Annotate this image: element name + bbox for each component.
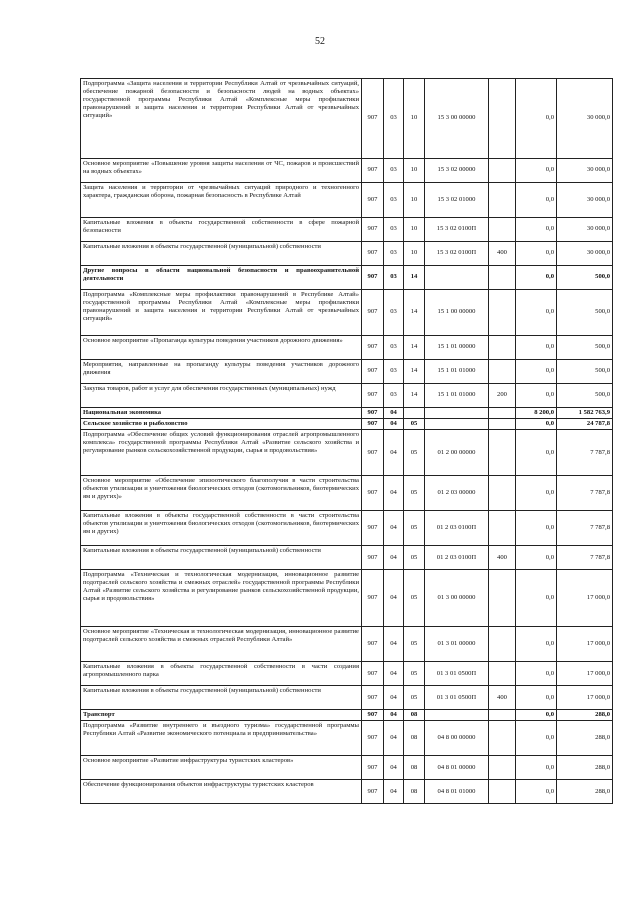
section-code: 03 xyxy=(384,79,404,159)
table-row xyxy=(81,360,613,384)
target-article-code: 15 1 01 01000 xyxy=(425,384,489,408)
row-name: Основное мероприятие «Повышение уровня защиты населения от ЧС, пожаров и происшествий на водных объектах» xyxy=(81,159,362,183)
ved-code: 907 xyxy=(362,476,384,511)
target-article-code: 01 3 00 00000 xyxy=(425,570,489,627)
amount-first-year: 0,0 xyxy=(516,627,557,662)
target-article-code: 04 8 01 01000 xyxy=(425,780,489,804)
subsection-code: 10 xyxy=(404,159,425,183)
ved-code: 907 xyxy=(362,360,384,384)
table-row xyxy=(81,242,613,266)
target-article-code: 01 3 01 0500П xyxy=(425,662,489,686)
amount-first-year: 0,0 xyxy=(516,183,557,218)
amount-second-year: 7 787,8 xyxy=(557,511,613,546)
amount-second-year: 288,0 xyxy=(557,780,613,804)
section-code: 03 xyxy=(384,183,404,218)
amount-first-year: 0,0 xyxy=(516,710,557,721)
table-row xyxy=(81,756,613,780)
subsection-code: 08 xyxy=(404,721,425,756)
expense-type-code xyxy=(489,419,516,430)
amount-first-year: 0,0 xyxy=(516,721,557,756)
table-row xyxy=(81,79,613,159)
row-name: Основное мероприятие «Техническая и технологическая модернизация, инновационное развитие подотраслей сельского хозяйства и смежных отраслей Республики Алтай» xyxy=(81,627,362,662)
amount-second-year: 288,0 xyxy=(557,710,613,721)
expense-type-code xyxy=(489,662,516,686)
table-row xyxy=(81,476,613,511)
amount-first-year: 0,0 xyxy=(516,242,557,266)
table-row xyxy=(81,159,613,183)
expense-type-code xyxy=(489,79,516,159)
ved-code: 907 xyxy=(362,627,384,662)
amount-second-year: 30 000,0 xyxy=(557,218,613,242)
section-code: 04 xyxy=(384,721,404,756)
row-name: Капитальные вложения в объекты государственной собственности в части строительства объектов утилизации и уничтожения биологических отходов (скотомогильников, биотермических ям и других) xyxy=(81,511,362,546)
target-article-code: 01 2 03 00000 xyxy=(425,476,489,511)
amount-first-year: 0,0 xyxy=(516,780,557,804)
table-row xyxy=(81,430,613,476)
amount-first-year: 0,0 xyxy=(516,756,557,780)
table-row xyxy=(81,710,613,721)
target-article-code xyxy=(425,266,489,290)
subsection-code xyxy=(404,408,425,419)
amount-first-year: 0,0 xyxy=(516,159,557,183)
subsection-code: 10 xyxy=(404,183,425,218)
section-code: 03 xyxy=(384,336,404,360)
subsection-code: 05 xyxy=(404,430,425,476)
amount-first-year: 0,0 xyxy=(516,430,557,476)
section-code: 03 xyxy=(384,290,404,336)
target-article-code xyxy=(425,408,489,419)
subsection-code: 10 xyxy=(404,242,425,266)
target-article-code: 15 1 01 00000 xyxy=(425,336,489,360)
row-name: Основное мероприятие «Пропаганда культуры поведения участников дорожного движения» xyxy=(81,336,362,360)
expense-type-code xyxy=(489,570,516,627)
subsection-code: 05 xyxy=(404,570,425,627)
row-name: Национальная экономика xyxy=(81,408,362,419)
row-name: Защита населения и территории от чрезвычайных ситуаций природного и техногенного характера, гражданская оборона, пожарная безопасность в Республике Алтай xyxy=(81,183,362,218)
ved-code: 907 xyxy=(362,384,384,408)
expense-type-code: 400 xyxy=(489,686,516,710)
row-name: Другие вопросы в области национальной безопасности и правоохранительной деятельности xyxy=(81,266,362,290)
row-name: Капитальные вложения в объекты государственной собственности в части создания агропромышленного парка xyxy=(81,662,362,686)
section-code: 03 xyxy=(384,218,404,242)
expense-type-code xyxy=(489,266,516,290)
table-row xyxy=(81,570,613,627)
section-code: 04 xyxy=(384,476,404,511)
subsection-code: 14 xyxy=(404,384,425,408)
ved-code: 907 xyxy=(362,686,384,710)
ved-code: 907 xyxy=(362,266,384,290)
target-article-code: 15 3 02 01000 xyxy=(425,183,489,218)
table-row xyxy=(81,266,613,290)
target-article-code: 15 3 02 0100П xyxy=(425,218,489,242)
table-row xyxy=(81,384,613,408)
subsection-code: 05 xyxy=(404,511,425,546)
section-code: 04 xyxy=(384,430,404,476)
amount-second-year: 17 000,0 xyxy=(557,662,613,686)
subsection-code: 05 xyxy=(404,476,425,511)
section-code: 04 xyxy=(384,570,404,627)
target-article-code: 01 2 03 0100П xyxy=(425,511,489,546)
table-row xyxy=(81,336,613,360)
row-name: Обеспечение функционирования объектов инфраструктуры туристских кластеров xyxy=(81,780,362,804)
expense-type-code: 400 xyxy=(489,546,516,570)
section-code: 04 xyxy=(384,686,404,710)
amount-first-year: 0,0 xyxy=(516,384,557,408)
expense-type-code xyxy=(489,511,516,546)
row-name: Закупка товаров, работ и услуг для обеспечения государственных (муниципальных) нужд xyxy=(81,384,362,408)
amount-second-year: 1 582 763,9 xyxy=(557,408,613,419)
amount-first-year: 0,0 xyxy=(516,79,557,159)
amount-second-year: 500,0 xyxy=(557,336,613,360)
subsection-code: 05 xyxy=(404,627,425,662)
amount-second-year: 7 787,8 xyxy=(557,476,613,511)
amount-first-year: 0,0 xyxy=(516,218,557,242)
table-row xyxy=(81,686,613,710)
expense-type-code xyxy=(489,627,516,662)
table-row xyxy=(81,721,613,756)
target-article-code: 01 2 03 0100П xyxy=(425,546,489,570)
ved-code: 907 xyxy=(362,79,384,159)
section-code: 04 xyxy=(384,546,404,570)
section-code: 04 xyxy=(384,408,404,419)
subsection-code: 08 xyxy=(404,780,425,804)
row-name: Подпрограмма «Развитие внутреннего и въездного туризма» государственной программы Республики Алтай «Развитие экономического потенциала и предпринимательства» xyxy=(81,721,362,756)
amount-first-year: 0,0 xyxy=(516,570,557,627)
section-code: 04 xyxy=(384,756,404,780)
ved-code: 907 xyxy=(362,336,384,360)
amount-first-year: 0,0 xyxy=(516,511,557,546)
expense-type-code xyxy=(489,183,516,218)
ved-code: 907 xyxy=(362,183,384,218)
table-row xyxy=(81,662,613,686)
amount-second-year: 17 000,0 xyxy=(557,686,613,710)
amount-second-year: 17 000,0 xyxy=(557,570,613,627)
row-name: Подпрограмма «Обеспечение общих условий функционирования отраслей агропромышленного комплекса» государственной программы Республики Алтай «Развитие сельского хозяйства и регулирование рынков сельскохозяйственной продукции, сырья и продовольствия» xyxy=(81,430,362,476)
amount-first-year: 0,0 xyxy=(516,336,557,360)
subsection-code: 10 xyxy=(404,218,425,242)
amount-second-year: 500,0 xyxy=(557,290,613,336)
row-name: Сельское хозяйство и рыболовство xyxy=(81,419,362,430)
target-article-code: 01 3 01 00000 xyxy=(425,627,489,662)
subsection-code: 05 xyxy=(404,419,425,430)
section-code: 04 xyxy=(384,780,404,804)
target-article-code: 04 8 01 00000 xyxy=(425,756,489,780)
ved-code: 907 xyxy=(362,242,384,266)
subsection-code: 08 xyxy=(404,710,425,721)
row-name: Основное мероприятие «Развитие инфраструктуры туристских кластеров» xyxy=(81,756,362,780)
amount-first-year: 0,0 xyxy=(516,686,557,710)
subsection-code: 14 xyxy=(404,290,425,336)
expense-type-code: 400 xyxy=(489,242,516,266)
subsection-code: 14 xyxy=(404,336,425,360)
subsection-code: 05 xyxy=(404,686,425,710)
subsection-code: 05 xyxy=(404,546,425,570)
ved-code: 907 xyxy=(362,546,384,570)
section-code: 03 xyxy=(384,384,404,408)
expense-type-code: 200 xyxy=(489,384,516,408)
row-name: Основное мероприятие «Обеспечение эпизоотического благополучия в части строительства объектов утилизации и уничтожения биологических отходов (скотомогильников, биотермических ям и других)» xyxy=(81,476,362,511)
section-code: 04 xyxy=(384,627,404,662)
ved-code: 907 xyxy=(362,570,384,627)
amount-second-year: 500,0 xyxy=(557,384,613,408)
target-article-code: 04 8 00 00000 xyxy=(425,721,489,756)
amount-second-year: 30 000,0 xyxy=(557,79,613,159)
table-row xyxy=(81,627,613,662)
target-article-code xyxy=(425,419,489,430)
table-row xyxy=(81,290,613,336)
subsection-code: 05 xyxy=(404,662,425,686)
section-code: 04 xyxy=(384,511,404,546)
amount-first-year: 0,0 xyxy=(516,662,557,686)
target-article-code: 15 3 00 00000 xyxy=(425,79,489,159)
table-row xyxy=(81,183,613,218)
amount-second-year: 7 787,8 xyxy=(557,546,613,570)
row-name: Капитальные вложения в объекты государственной (муниципальной) собственности xyxy=(81,546,362,570)
amount-second-year: 30 000,0 xyxy=(557,183,613,218)
expense-type-code xyxy=(489,476,516,511)
ved-code: 907 xyxy=(362,290,384,336)
ved-code: 907 xyxy=(362,780,384,804)
ved-code: 907 xyxy=(362,408,384,419)
amount-first-year: 0,0 xyxy=(516,476,557,511)
ved-code: 907 xyxy=(362,511,384,546)
ved-code: 907 xyxy=(362,430,384,476)
row-name: Капитальные вложения в объекты государственной собственности в сфере пожарной безопасности xyxy=(81,218,362,242)
expense-type-code xyxy=(489,710,516,721)
expense-type-code xyxy=(489,290,516,336)
row-name: Транспорт xyxy=(81,710,362,721)
row-name: Капитальные вложения в объекты государственной (муниципальной) собственности xyxy=(81,686,362,710)
target-article-code xyxy=(425,710,489,721)
ved-code: 907 xyxy=(362,419,384,430)
amount-second-year: 288,0 xyxy=(557,756,613,780)
page-number: 52 xyxy=(315,36,325,47)
section-code: 04 xyxy=(384,710,404,721)
amount-first-year: 0,0 xyxy=(516,546,557,570)
section-code: 04 xyxy=(384,662,404,686)
subsection-code: 14 xyxy=(404,266,425,290)
table-row xyxy=(81,218,613,242)
table-row xyxy=(81,546,613,570)
expense-type-code xyxy=(489,721,516,756)
target-article-code: 15 3 02 00000 xyxy=(425,159,489,183)
amount-second-year: 7 787,8 xyxy=(557,430,613,476)
target-article-code: 15 1 01 01000 xyxy=(425,360,489,384)
section-code: 03 xyxy=(384,242,404,266)
amount-first-year: 8 200,0 xyxy=(516,408,557,419)
table-row xyxy=(81,780,613,804)
amount-second-year: 17 000,0 xyxy=(557,627,613,662)
subsection-code: 08 xyxy=(404,756,425,780)
target-article-code: 01 3 01 0500П xyxy=(425,686,489,710)
ved-code: 907 xyxy=(362,710,384,721)
table-row xyxy=(81,511,613,546)
section-code: 03 xyxy=(384,360,404,384)
amount-second-year: 288,0 xyxy=(557,721,613,756)
expense-type-code xyxy=(489,756,516,780)
expense-type-code xyxy=(489,336,516,360)
expense-type-code xyxy=(489,360,516,384)
row-name: Капитальные вложения в объекты государственной (муниципальной) собственности xyxy=(81,242,362,266)
subsection-code: 14 xyxy=(404,360,425,384)
amount-second-year: 500,0 xyxy=(557,266,613,290)
amount-second-year: 24 787,8 xyxy=(557,419,613,430)
ved-code: 907 xyxy=(362,159,384,183)
section-code: 03 xyxy=(384,159,404,183)
expense-type-code xyxy=(489,430,516,476)
budget-table xyxy=(80,78,613,804)
amount-first-year: 0,0 xyxy=(516,419,557,430)
expense-type-code xyxy=(489,159,516,183)
row-name: Подпрограмма «Техническая и технологическая модернизация, инновационное развитие подотраслей сельского хозяйства и смежных отраслей» государственной программы Республики Алтай «Развитие сельского хозяйства и регулирование рынков сельскохозяйственной продукции, сырья и продовольствия» xyxy=(81,570,362,627)
expense-type-code xyxy=(489,408,516,419)
amount-first-year: 0,0 xyxy=(516,266,557,290)
target-article-code: 01 2 00 00000 xyxy=(425,430,489,476)
amount-second-year: 500,0 xyxy=(557,360,613,384)
target-article-code: 15 3 02 0100П xyxy=(425,242,489,266)
amount-first-year: 0,0 xyxy=(516,290,557,336)
row-name: Подпрограмма «Комплексные меры профилактики правонарушений в Республике Алтай» государственной программы Республики Алтай «Комплексные меры профилактики правонарушений и защита населения и территории Республики Алтай от чрезвычайных ситуаций» xyxy=(81,290,362,336)
row-name: Подпрограмма «Защита населения и территории Республики Алтай от чрезвычайных ситуаций, обеспечение пожарной безопасности и безопасности людей на водных объектах» государственной программы Республики Алтай «Комплексные меры профилактики правонарушений и защита населения и территории Республики Алтай от чрезвычайных ситуаций» xyxy=(81,79,362,159)
ved-code: 907 xyxy=(362,756,384,780)
ved-code: 907 xyxy=(362,218,384,242)
amount-first-year: 0,0 xyxy=(516,360,557,384)
section-code: 04 xyxy=(384,419,404,430)
target-article-code: 15 1 00 00000 xyxy=(425,290,489,336)
table-row xyxy=(81,408,613,419)
expense-type-code xyxy=(489,218,516,242)
amount-second-year: 30 000,0 xyxy=(557,242,613,266)
ved-code: 907 xyxy=(362,662,384,686)
table-row xyxy=(81,419,613,430)
expense-type-code xyxy=(489,780,516,804)
ved-code: 907 xyxy=(362,721,384,756)
subsection-code: 10 xyxy=(404,79,425,159)
row-name: Мероприятия, направленные на пропаганду культуры поведения участников дорожного движения xyxy=(81,360,362,384)
amount-second-year: 30 000,0 xyxy=(557,159,613,183)
section-code: 03 xyxy=(384,266,404,290)
